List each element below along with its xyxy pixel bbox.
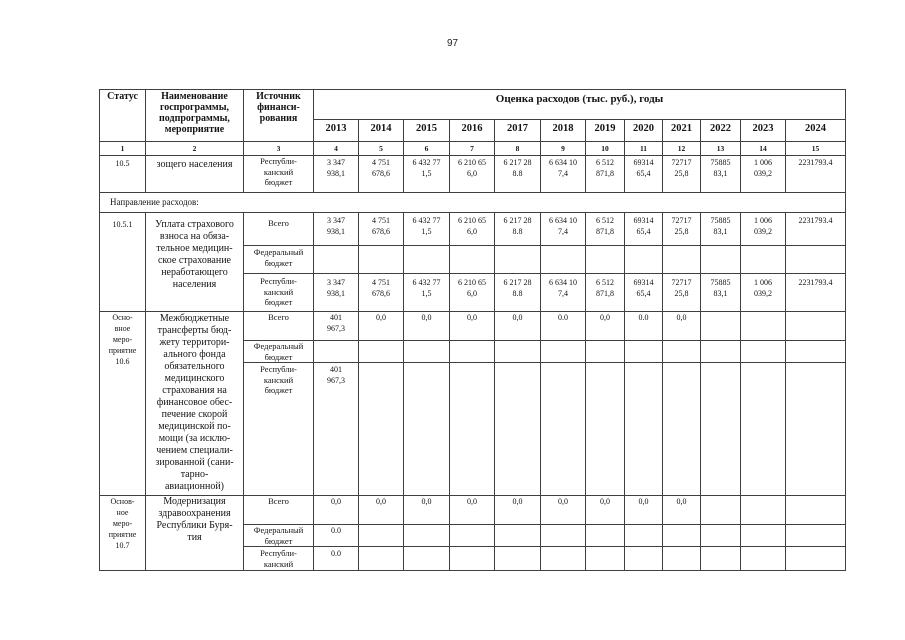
header-year: 2014	[359, 120, 404, 142]
column-number: 9	[541, 142, 586, 156]
expense-value: 0,0	[586, 312, 625, 341]
column-number: 12	[663, 142, 701, 156]
expense-value: 0,0	[495, 312, 541, 341]
expense-value: 6 432 77 1,5	[404, 274, 450, 312]
column-number: 13	[701, 142, 741, 156]
funding-source: Всего	[244, 213, 314, 246]
expense-value: 6 634 10 7,4	[541, 274, 586, 312]
expense-value: 0,0	[359, 312, 404, 341]
expense-value	[404, 341, 450, 363]
expense-value	[359, 341, 404, 363]
row-status: 10.5.1	[100, 213, 146, 312]
row-name: Модернизация здравоохранения Республики Буря- тия	[146, 496, 244, 571]
expense-value: 6 210 65 6,0	[450, 213, 495, 246]
expense-value	[404, 246, 450, 274]
expense-value: 0,0	[314, 496, 359, 525]
expense-value: 1 006 039,2	[741, 213, 786, 246]
expense-value	[359, 525, 404, 547]
row-name: зощего населения	[146, 156, 244, 193]
row-10-5-1-total	[100, 213, 846, 246]
expense-value	[541, 341, 586, 363]
header-year: 2022	[701, 120, 741, 142]
header-row	[100, 90, 846, 120]
expense-value: 69314 65,4	[625, 274, 663, 312]
expense-value: 0,0	[404, 312, 450, 341]
header-source: Источник финанси- рования	[244, 90, 314, 142]
expense-value: 2231793.4	[786, 274, 846, 312]
expense-value: 6 210 65 6,0	[450, 274, 495, 312]
expense-value	[741, 312, 786, 341]
expense-value: 0.0	[541, 312, 586, 341]
expense-value: 75885 83,1	[701, 274, 741, 312]
expense-value	[741, 246, 786, 274]
expense-value	[741, 341, 786, 363]
expense-value: 69314 65,4	[625, 213, 663, 246]
funding-source: Федеральный бюджет	[244, 341, 314, 363]
expense-value: 0,0	[404, 496, 450, 525]
expense-value: 0.0	[314, 525, 359, 547]
expense-value	[359, 246, 404, 274]
header-year: 2019	[586, 120, 625, 142]
expense-value: 401 967,3	[314, 312, 359, 341]
header-year: 2020	[625, 120, 663, 142]
row-10-7-total	[100, 496, 846, 525]
expense-value: 1 006 039,2	[741, 274, 786, 312]
expense-value: 75885 83,1	[701, 213, 741, 246]
page-number: 97	[446, 38, 459, 49]
expense-value	[495, 547, 541, 571]
expense-value	[625, 525, 663, 547]
expense-value	[786, 363, 846, 496]
expense-value	[586, 363, 625, 496]
expense-value	[404, 525, 450, 547]
column-number: 7	[450, 142, 495, 156]
row-10-6-total	[100, 312, 846, 341]
expense-value: 75885 83,1	[701, 156, 741, 193]
expense-value: 0,0	[541, 496, 586, 525]
expense-value	[541, 363, 586, 496]
expense-value	[586, 341, 625, 363]
expense-value: 4 751 678,6	[359, 274, 404, 312]
header-year: 2021	[663, 120, 701, 142]
header-year: 2023	[741, 120, 786, 142]
expense-value	[701, 496, 741, 525]
expense-value: 0,0	[450, 496, 495, 525]
expense-value	[450, 246, 495, 274]
expense-value: 3 347 938,1	[314, 213, 359, 246]
expense-value	[625, 246, 663, 274]
funding-source: Республи- канский бюджет	[244, 156, 314, 193]
header-year: 2017	[495, 120, 541, 142]
row-status: Осно- вное меро- приятие 10.6	[100, 312, 146, 496]
expense-value: 0,0	[586, 496, 625, 525]
expense-value	[786, 341, 846, 363]
column-numbers-row	[100, 142, 846, 156]
expenses-table	[99, 89, 846, 571]
column-number: 8	[495, 142, 541, 156]
expense-value: 0,0	[663, 312, 701, 341]
funding-source: Всего	[244, 312, 314, 341]
row-name: Межбюджетные трансферты бюд- жету территори- ального фонда обязательного медицинского страхования на финансовое обес- печение скорой медицинской по- мощи (за исклю- чением специали- зированной (сани- тарно- авиационной)	[146, 312, 244, 496]
expense-value	[625, 341, 663, 363]
expense-value	[450, 341, 495, 363]
expense-value	[663, 547, 701, 571]
expense-value: 0.0	[625, 312, 663, 341]
expense-value: 6 217 28 8.8	[495, 156, 541, 193]
header-year: 2016	[450, 120, 495, 142]
expense-value	[663, 246, 701, 274]
expense-value: 6 432 77 1,5	[404, 213, 450, 246]
funding-source: Республи- канский бюджет	[244, 274, 314, 312]
row-name: Уплата страхового взноса на обяза- тельное медицин- ское страхование неработающего населения	[146, 213, 244, 312]
expense-value: 1 006 039,2	[741, 156, 786, 193]
expense-value	[741, 363, 786, 496]
column-number: 11	[625, 142, 663, 156]
expense-value: 72717 25,8	[663, 156, 701, 193]
expense-value	[663, 525, 701, 547]
expense-value	[404, 363, 450, 496]
expense-value	[586, 547, 625, 571]
row-status: 10.5	[100, 156, 146, 193]
row-status: Основ- ное меро- приятие 10.7	[100, 496, 146, 571]
expense-value	[741, 496, 786, 525]
expense-value	[495, 525, 541, 547]
expense-value	[701, 312, 741, 341]
expense-value: 6 432 77 1,5	[404, 156, 450, 193]
column-number: 2	[146, 142, 244, 156]
expense-value	[450, 525, 495, 547]
expense-value: 3 347 938,1	[314, 274, 359, 312]
expense-value	[786, 496, 846, 525]
expense-value: 0,0	[495, 496, 541, 525]
expense-value: 0,0	[663, 496, 701, 525]
column-number: 1	[100, 142, 146, 156]
expense-value	[495, 363, 541, 496]
expense-value: 0,0	[359, 496, 404, 525]
expense-value	[786, 525, 846, 547]
expense-value: 72717 25,8	[663, 274, 701, 312]
column-number: 15	[786, 142, 846, 156]
expense-value: 2231793.4	[786, 213, 846, 246]
expense-value: 6 217 28 8.8	[495, 274, 541, 312]
expense-value	[495, 246, 541, 274]
expense-value	[741, 525, 786, 547]
expense-value	[314, 246, 359, 274]
header-year: 2013	[314, 120, 359, 142]
expense-value: 6 210 65 6,0	[450, 156, 495, 193]
expense-value: 0.0	[314, 547, 359, 571]
expense-value	[663, 341, 701, 363]
expense-value: 3 347 938,1	[314, 156, 359, 193]
column-number: 14	[741, 142, 786, 156]
expense-value	[586, 525, 625, 547]
header-expense-estimate: Оценка расходов (тыс. руб.), годы	[314, 90, 846, 120]
expense-value: 6 512 871,8	[586, 274, 625, 312]
expense-value: 0,0	[625, 496, 663, 525]
expense-value	[786, 246, 846, 274]
expense-value: 72717 25,8	[663, 213, 701, 246]
expense-value	[701, 547, 741, 571]
expense-value: 6 634 10 7,4	[541, 213, 586, 246]
expense-value: 0,0	[450, 312, 495, 341]
row-10-5-republican	[100, 156, 846, 193]
header-year: 2015	[404, 120, 450, 142]
expense-value	[359, 547, 404, 571]
column-number: 5	[359, 142, 404, 156]
expense-value: 6 512 871,8	[586, 213, 625, 246]
expense-value	[495, 341, 541, 363]
expense-value	[625, 363, 663, 496]
expense-value	[786, 312, 846, 341]
expense-value	[701, 246, 741, 274]
column-number: 3	[244, 142, 314, 156]
column-number: 4	[314, 142, 359, 156]
expense-value	[786, 547, 846, 571]
expense-value	[359, 363, 404, 496]
expense-value	[625, 547, 663, 571]
expense-value	[450, 547, 495, 571]
column-number: 6	[404, 142, 450, 156]
expense-value	[586, 246, 625, 274]
column-number: 10	[586, 142, 625, 156]
expense-value: 69314 65,4	[625, 156, 663, 193]
expense-value: 2231793.4	[786, 156, 846, 193]
funding-source: Федеральный бюджет	[244, 525, 314, 547]
expense-direction-label: Направление расходов:	[100, 193, 846, 213]
header-status: Статус	[100, 90, 146, 142]
expense-value	[541, 246, 586, 274]
expense-value: 6 512 871,8	[586, 156, 625, 193]
expense-value	[541, 547, 586, 571]
expense-value	[314, 341, 359, 363]
expense-value	[450, 363, 495, 496]
funding-source: Республи- канский	[244, 547, 314, 571]
expense-value	[663, 363, 701, 496]
expense-value	[701, 363, 741, 496]
funding-source: Республи- канский бюджет	[244, 363, 314, 496]
expense-value	[701, 525, 741, 547]
funding-source: Федеральный бюджет	[244, 246, 314, 274]
expense-value	[741, 547, 786, 571]
expense-value: 401 967,3	[314, 363, 359, 496]
expense-value	[541, 525, 586, 547]
expense-value: 6 217 28 8.8	[495, 213, 541, 246]
header-year: 2018	[541, 120, 586, 142]
funding-source: Всего	[244, 496, 314, 525]
header-year: 2024	[786, 120, 846, 142]
expense-value: 4 751 678,6	[359, 156, 404, 193]
expense-direction-row	[100, 193, 846, 213]
header-name: Наименование госпрограммы, подпрограммы, мероприятие	[146, 90, 244, 142]
expense-value: 4 751 678,6	[359, 213, 404, 246]
expense-value	[701, 341, 741, 363]
expense-value	[404, 547, 450, 571]
expense-value: 6 634 10 7,4	[541, 156, 586, 193]
